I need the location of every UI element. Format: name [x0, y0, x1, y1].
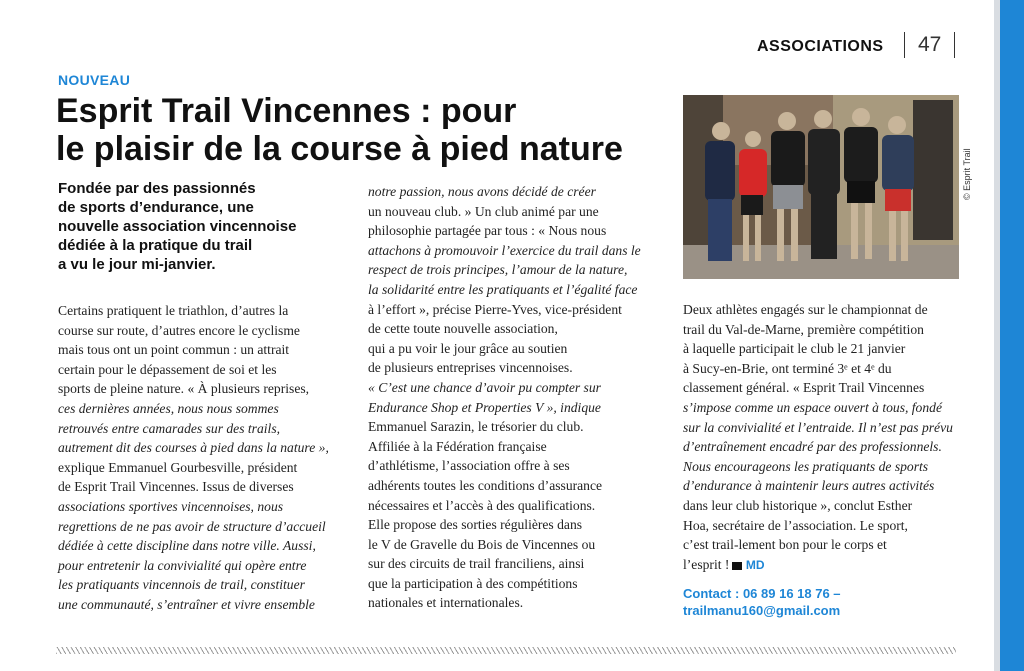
body-line: attachons à promouvoir l’exercice du trail dans le [368, 242, 641, 258]
lead-line: dédiée à la pratique du trail [58, 237, 253, 254]
section-title: ASSOCIATIONS [757, 38, 884, 55]
body-line: c’est trail-lement bon pour le corps et [683, 537, 887, 553]
body-line: que la participation à des compétitions [368, 575, 578, 591]
lead-line: nouvelle association vincennoise [58, 218, 297, 235]
body-line: dans leur club historique », conclut Esther [683, 497, 913, 513]
body-line: sports de pleine nature. « À plusieurs reprises, [58, 381, 310, 397]
body-column-1 [58, 301, 358, 615]
body-line: « C’est une chance d’avoir pu compter sur [368, 379, 601, 395]
body-line: certain pour le dépassement de soi et les [58, 361, 277, 377]
body-column-2 [368, 182, 668, 613]
article-headline [56, 92, 676, 168]
closing-text: l’esprit ! [683, 556, 730, 572]
body-line: adhérents toutes les conditions d’assurance [368, 477, 603, 493]
body-line: à laquelle participait le club le 21 janvier [683, 341, 906, 357]
body-column-3 [683, 300, 973, 575]
body-line: pour entretenir la convivialité qui opère entre [58, 557, 307, 573]
body-line: de Esprit Trail Vincennes. Issus de diverses [58, 479, 294, 495]
body-line: respect de trois principes, l’amour de la nature, [368, 262, 628, 278]
page-number: 47 [918, 33, 942, 56]
body-line: Emmanuel Sarazin, le trésorier du club. [368, 419, 584, 435]
body-line: dédiée à cette discipline dans notre ville. Aussi, [58, 538, 316, 554]
contact-info [683, 585, 841, 619]
body-line: de cette toute nouvelle association, [368, 321, 558, 337]
body-line: le V de Gravelle du Bois de Vincennes ou [368, 536, 596, 552]
body-line: associations sportives vincennoises, nous [58, 498, 284, 514]
body-line: ces dernières années, nous nous sommes [58, 400, 279, 416]
body-line: Endurance Shop et Properties V », indique [368, 399, 601, 415]
body-line: sur des circuits de trail franciliens, ainsi [368, 556, 585, 572]
body-line: Certains pratiquent le triathlon, d’autres la [58, 303, 289, 318]
author-signature: MD [745, 557, 765, 572]
body-line: s’impose comme un espace ouvert à tous, fondé [683, 399, 942, 415]
contact-email: trailmanu160@gmail.com [683, 603, 841, 618]
article-lead [58, 179, 348, 274]
body-line: retrouvés entre camarades sur des trails, [58, 420, 281, 436]
photo-credit: © Esprit Trail [962, 148, 972, 200]
body-line: Elle propose des sorties régulières dans [368, 517, 583, 533]
body-line: de plusieurs entreprises vincennoises. [368, 360, 573, 376]
body-line: qui a pu voir le jour grâce au soutien [368, 340, 568, 356]
body-line: philosophie partagée par tous : « Nous nous [368, 223, 607, 239]
header-divider-right [954, 32, 955, 58]
body-line: trail du Val-de-Marne, première compétition [683, 321, 924, 337]
footer-hatch-rule [56, 647, 956, 654]
contact-phone: Contact : 06 89 16 18 76 – [683, 586, 841, 601]
body-line: à Sucy-en-Brie, ont terminé 3ᵉ et 4ᵉ du [683, 360, 892, 376]
page-edge-shadow [994, 0, 1000, 671]
body-line: classement général. « Esprit Trail Vincennes [683, 380, 925, 396]
body-line: sur la convivialité et l’entraide. Il n’est pas prévu [683, 419, 953, 435]
body-line: nécessaires et l’accès à des qualifications. [368, 497, 596, 513]
end-mark-icon [732, 562, 742, 570]
body-line: explique Emmanuel Gourbesville, président [58, 459, 298, 475]
body-line: Affiliée à la Fédération française [368, 438, 547, 454]
body-line: nationales et internationales. [368, 595, 524, 611]
body-line: une communauté, s’entraîner et vivre ensemble [58, 596, 315, 612]
headline-line: Esprit Trail Vincennes : pour [56, 92, 517, 130]
lead-line: a vu le jour mi-janvier. [58, 256, 216, 273]
body-line: mais tous ont un point commun : un attrait [58, 342, 290, 358]
body-line: d’entraînement encadré par des professionnels. [683, 439, 942, 455]
body-line: autrement dit des courses à pied dans la nature », [58, 440, 329, 456]
body-line: à l’effort », précise Pierre-Yves, vice-président [368, 301, 622, 317]
body-line: Nous encourageons les pratiquants de sports [683, 458, 929, 474]
article-kicker: NOUVEAU [58, 72, 131, 88]
headline-line: le plaisir de la course à pied nature [56, 130, 623, 168]
body-line [683, 555, 973, 576]
body-line: regrettions de ne pas avoir de structure d’accueil [58, 518, 326, 534]
body-line: les pratiquants vincennois de trail, constituer [58, 577, 305, 593]
body-line: la solidarité entre les pratiquants et l’égalité face [368, 281, 638, 297]
team-photo [683, 95, 959, 279]
body-line: d’athlétisme, l’association offre à ses [368, 458, 570, 474]
body-line: d’endurance à maintenir leurs autres activités [683, 478, 935, 494]
body-line: un nouveau club. » Un club animé par une [368, 203, 599, 219]
body-line: course sur route, d’autres encore le cyclisme [58, 322, 300, 338]
header-divider [904, 32, 905, 58]
body-line: notre passion, nous avons décidé de créer [368, 184, 596, 199]
body-line: Hoa, secrétaire de l’association. Le sport, [683, 517, 908, 533]
lead-line: de sports d’endurance, une [58, 199, 254, 216]
body-line: Deux athlètes engagés sur le championnat de [683, 302, 928, 317]
lead-line: Fondée par des passionnés [58, 180, 256, 197]
